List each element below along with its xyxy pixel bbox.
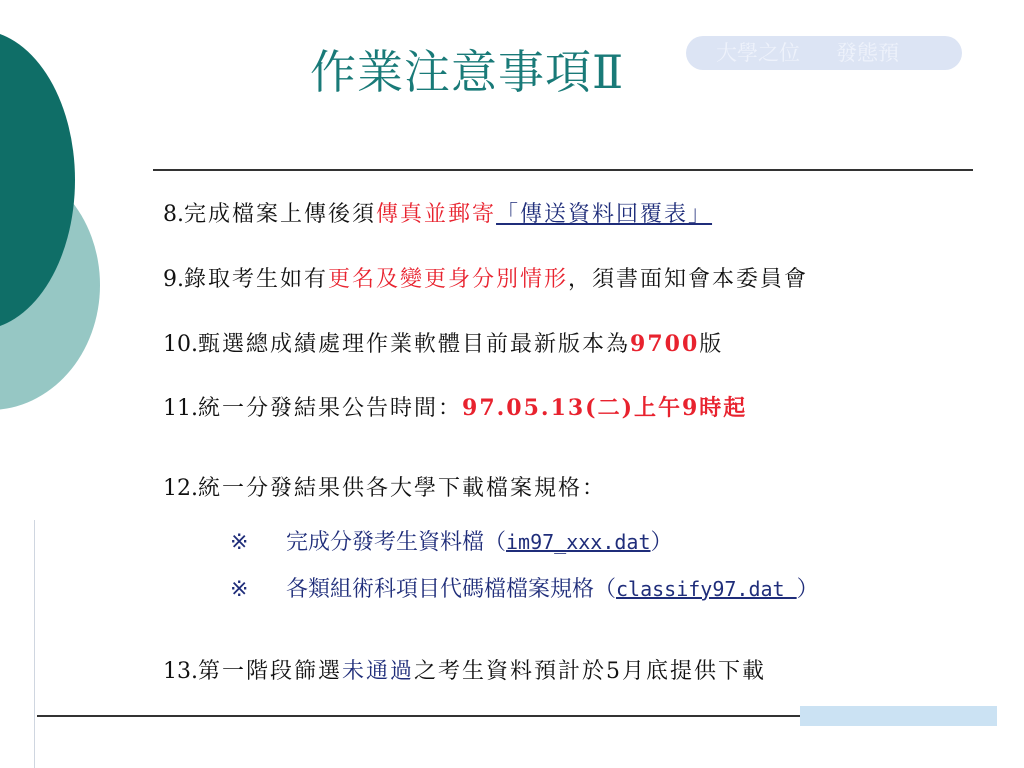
item-text: 第一階段篩選 <box>198 659 343 684</box>
item-12 <box>163 474 606 504</box>
item-13 <box>163 657 766 687</box>
subitem-text: 完成分發考生資料檔（ <box>286 530 507 555</box>
item-text: 完成檔案上傳後須 <box>184 202 377 227</box>
item-highlight: 更名及變更身分別情形 <box>328 267 569 292</box>
subitem-2 <box>230 574 819 605</box>
bottom-accent-bar <box>800 706 997 726</box>
item-text: 統一分發結果公告時間： <box>198 396 463 421</box>
bottom-divider <box>37 715 800 717</box>
item-9 <box>163 265 808 295</box>
reference-mark: ※ <box>230 577 249 602</box>
item-text: 統一分發結果供各大學下載檔案規格： <box>198 476 607 501</box>
item-8 <box>163 200 712 230</box>
item-tail: 之考生資料預計於5月底提供下載 <box>414 659 767 684</box>
item-tail: 版 <box>699 332 724 357</box>
slide-title: 作業注意事項Ⅱ <box>310 45 625 99</box>
item-highlight: 未通過 <box>342 659 415 684</box>
reference-mark: ※ <box>230 530 249 555</box>
item-text: 甄選總成績處理作業軟體目前最新版本為 <box>198 332 631 357</box>
subitem-text: 各類組術科項目代碼檔檔案規格（ <box>286 577 617 602</box>
item-highlight: 9700 <box>630 331 700 357</box>
item-10 <box>163 329 723 360</box>
item-highlight: 傳真並郵寄 <box>376 202 497 227</box>
data-file-link[interactable]: im97_xxx.dat <box>506 530 651 554</box>
top-divider <box>153 169 973 171</box>
item-number: 11. <box>163 396 198 421</box>
item-number: 10. <box>163 332 198 357</box>
item-highlight: 97.05.13(二)上午9時起 <box>462 395 748 421</box>
logo-watermark <box>686 36 962 70</box>
reply-form-link[interactable]: 「傳送資料回覆表」 <box>496 202 713 227</box>
subitem-1 <box>230 527 673 558</box>
item-tail: ，須書面知會本委員會 <box>568 267 809 292</box>
item-11 <box>163 393 747 424</box>
item-number: 12. <box>163 476 198 501</box>
item-number: 9. <box>163 267 184 292</box>
subitem-close: ） <box>796 577 819 602</box>
subitem-close: ） <box>650 530 673 555</box>
item-number: 13. <box>163 659 198 684</box>
watermark-text-1: 大學之位 <box>716 41 800 65</box>
classify-file-link[interactable]: classify97.dat <box>616 577 797 601</box>
item-text: 錄取考生如有 <box>184 267 329 292</box>
left-edge-line <box>34 520 35 768</box>
watermark-text-2: 發態預 <box>836 41 899 65</box>
item-number: 8. <box>163 202 184 227</box>
